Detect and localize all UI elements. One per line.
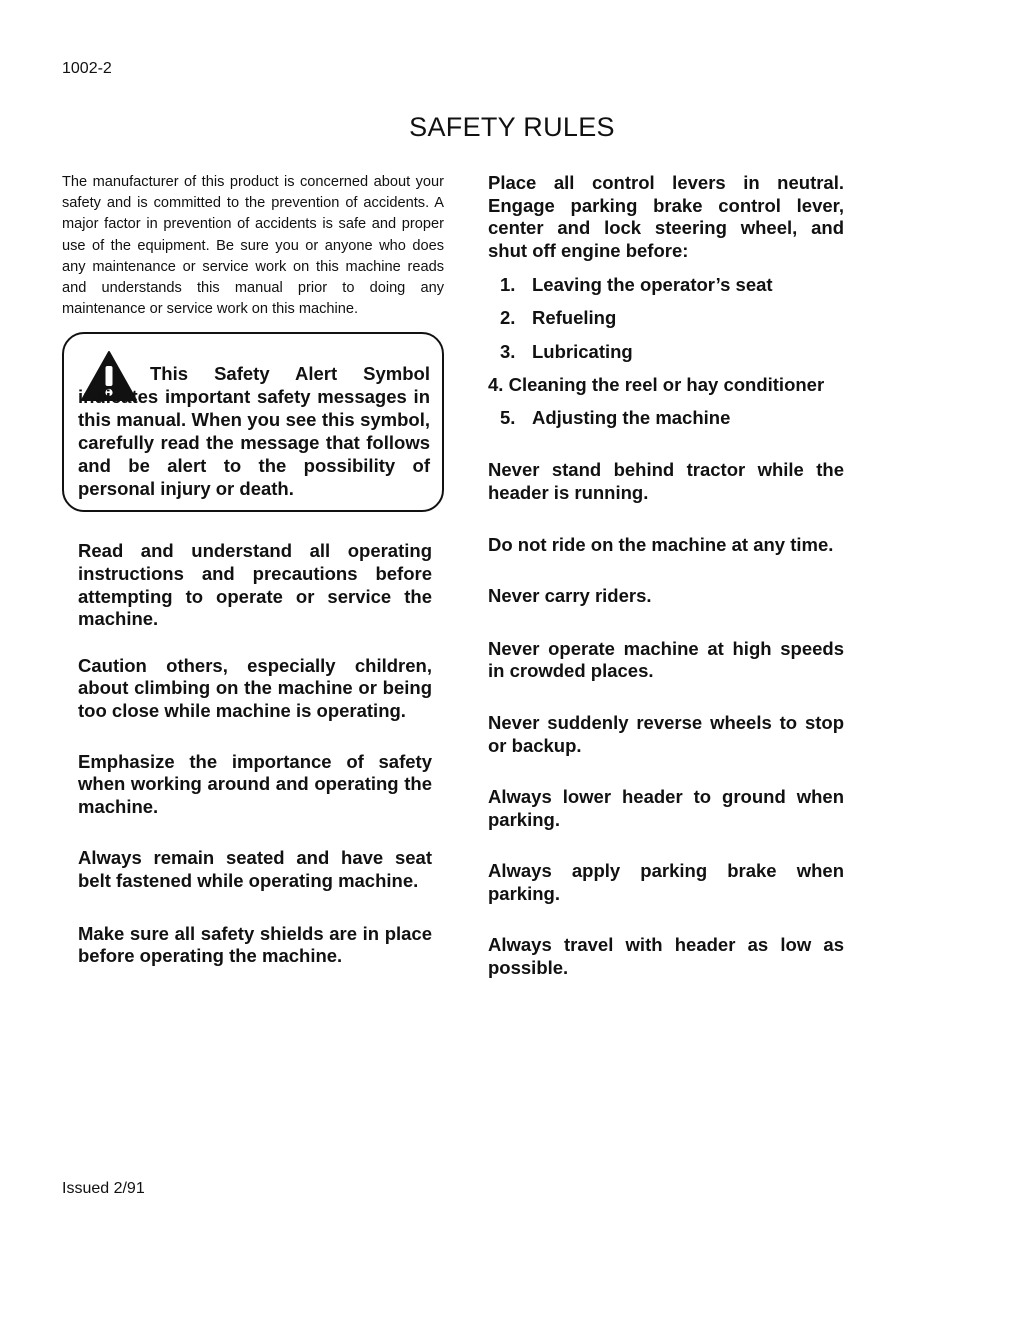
safety-rule: Always remain seated and have seat belt fastened while operating machine. (78, 847, 432, 891)
safety-rule: Never carry riders. (488, 585, 652, 607)
safety-rule: Never stand behind tractor while the header is running. (488, 459, 844, 503)
list-item (488, 307, 844, 330)
step-number: 3. (500, 340, 516, 362)
footer-issued-date: Issued 2/91 (62, 1180, 145, 1197)
list-item (488, 407, 844, 430)
safety-alert-box (62, 332, 444, 512)
shutdown-steps-list (488, 274, 844, 429)
safety-rule: Never operate machine at high speeds in crowded places. (488, 637, 844, 682)
left-column (62, 172, 444, 968)
step-number: 1. (500, 274, 516, 296)
safety-rule: Do not ride on the machine at any time. (488, 533, 834, 555)
list-item (488, 274, 844, 297)
step-text: Refueling (532, 307, 617, 329)
step-number: 4. (488, 373, 504, 395)
shutdown-instruction: Place all control levers in neutral. Engage parking brake control lever, center and lock steering wheel, and shut off engine before: (488, 172, 844, 261)
safety-rule: Always travel with header as low as possible. (488, 934, 844, 979)
step-number: 2. (500, 307, 516, 329)
safety-rule: Emphasize the importance of safety when working around and operating the machine. (78, 750, 432, 817)
step-text: Adjusting the machine (532, 406, 731, 428)
safety-rule: Always apply parking brake when parking. (488, 860, 844, 904)
step-text: Lubricating (532, 340, 633, 362)
list-item (488, 374, 844, 397)
safety-rule: Never suddenly reverse wheels to stop or backup. (488, 711, 844, 756)
safety-rule: Read and understand all operating instructions and precautions before attempting to operate or service the machine. (78, 540, 432, 630)
page-number: 1002-2 (62, 60, 112, 77)
step-text: Cleaning the reel or hay conditioner (508, 373, 825, 395)
list-item (488, 341, 844, 364)
safety-rule: Make sure all safety shields are in place before operating the machine. (78, 922, 432, 967)
step-text: Leaving the operator’s seat (532, 274, 773, 296)
page-title: SAFETY RULES (409, 112, 615, 142)
safety-rule: Caution others, especially children, about climbing on the machine or being too close while machine is operating. (78, 654, 432, 721)
step-number: 5. (500, 406, 516, 428)
safety-alert-text: This Safety Alert Symbol indicates important safety messages in this manual. When you see this symbol, carefully read the message that follows and be alert to the possibility of personal injury or death. (78, 363, 430, 500)
right-column (488, 172, 844, 980)
safety-rule: Always lower header to ground when parking. (488, 786, 844, 830)
intro-paragraph: The manufacturer of this product is concerned about your safety and is committed to the prevention of accidents. A major factor in prevention of accidents is safe and proper use of the equipment. Be sure you or anyone who does any maintenance or service work on this machine reads and understands this manual prior to doing any maintenance or service work on this machine. (62, 174, 444, 318)
